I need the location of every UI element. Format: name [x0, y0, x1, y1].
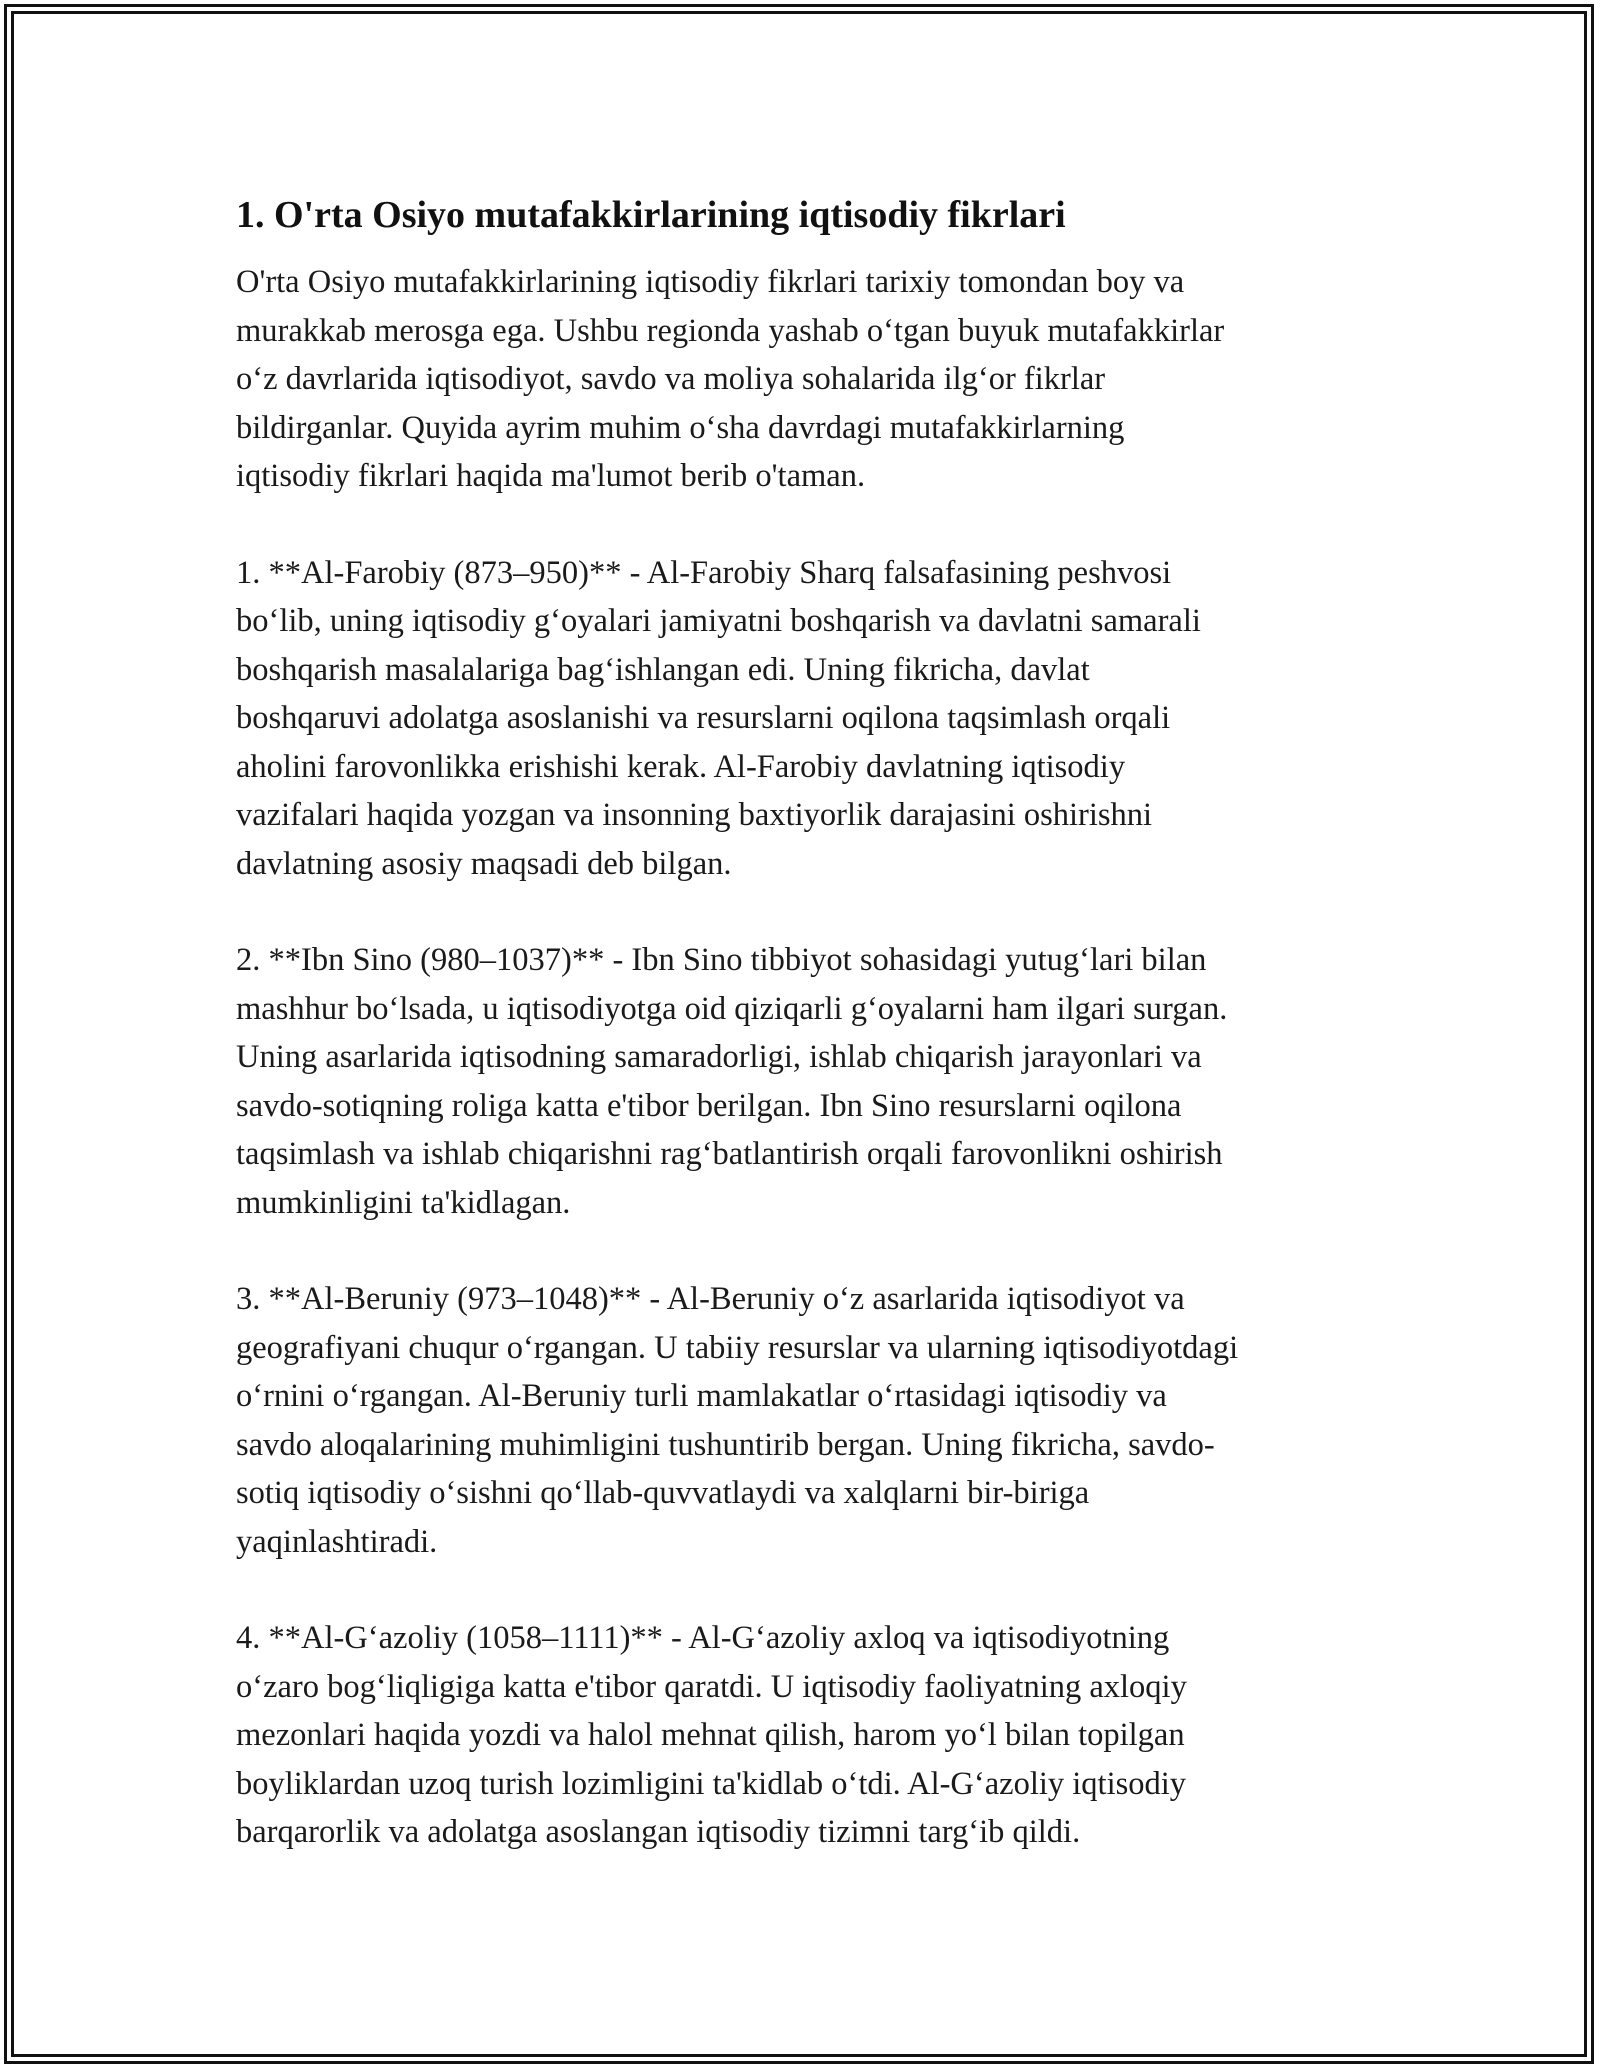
list-item-al-farobiy — [236, 549, 1376, 889]
text-line: vazifalari haqida yozgan va insonning baxtiyorlik darajasini oshirishni — [236, 797, 1153, 833]
document-body — [236, 190, 1376, 1905]
text-line: savdo-sotiqning roliga katta e'tibor berilgan. Ibn Sino resurslarni oqilona — [236, 1087, 1182, 1124]
text-line: barqarorlik va adolatga asoslangan iqtisodiy tizimni targ‘ib qildi. — [236, 1814, 1081, 1850]
text-line: O'rta Osiyo mutafakkirlarining iqtisodiy fikrlari tarixiy tomondan boy va — [236, 264, 1185, 300]
list-item-al-gazoliy — [236, 1614, 1376, 1857]
text-line: savdo aloqalarining muhimligini tushuntirib bergan. Uning fikricha, savdo- — [236, 1426, 1215, 1463]
text-line: 3. **Al-Beruniy (973–1048)** - Al-Beruniy o‘z asarlarida iqtisodiyot va — [236, 1281, 1185, 1317]
text-line: taqsimlash va ishlab chiqarishni rag‘batlantirish orqali farovonlikni oshirish — [236, 1136, 1223, 1172]
text-line: mumkinligini ta'kidlagan. — [236, 1184, 571, 1221]
text-line: 4. **Al-G‘azoliy (1058–1111)** - Al-G‘azoliy axloq va iqtisodiyotning — [236, 1620, 1170, 1656]
section-heading: 1. O'rta Osiyo mutafakkirlarining iqtisodiy fikrlari — [236, 194, 1066, 236]
list-item-ibn-sino — [236, 936, 1376, 1227]
text-line: o‘zaro bog‘liqligiga katta e'tibor qaratdi. U iqtisodiy faoliyatning axloqiy — [236, 1668, 1187, 1705]
text-line: Uning asarlarida iqtisodning samaradorligi, ishlab chiqarish jarayonlari va — [236, 1039, 1202, 1075]
text-line: mashhur bo‘lsada, u iqtisodiyotga oid qiziqarli g‘oyalarni ham ilgari surgan. — [236, 990, 1228, 1027]
text-line: iqtisodiy fikrlari haqida ma'lumot berib o'taman. — [236, 458, 866, 494]
text-line: o‘rnini o‘rgangan. Al-Beruniy turli mamlakatlar o‘rtasidagi iqtisodiy va — [236, 1378, 1167, 1414]
text-line: murakkab merosga ega. Ushbu regionda yashab o‘tgan buyuk mutafakkirlar — [236, 312, 1225, 349]
text-line: o‘z davrlarida iqtisodiyot, savdo va moliya sohalarida ilg‘or fikrlar — [236, 361, 1106, 397]
text-line: boshqarish masalalariga bag‘ishlangan edi. Uning fikricha, davlat — [236, 651, 1090, 688]
intro-paragraph — [236, 258, 1376, 501]
text-line: sotiq iqtisodiy o‘sishni qo‘llab-quvvatlaydi va xalqlarni bir-biriga — [236, 1475, 1090, 1511]
text-line: davlatning asosiy maqsadi deb bilgan. — [236, 845, 732, 882]
list-item-al-beruniy — [236, 1275, 1376, 1566]
text-line: boshqaruvi adolatga asoslanishi va resurslarni oqilona taqsimlash orqali — [236, 700, 1171, 736]
text-line: 2. **Ibn Sino (980–1037)** - Ibn Sino tibbiyot sohasidagi yutug‘lari bilan — [236, 942, 1207, 978]
text-line: yaqinlashtiradi. — [236, 1523, 438, 1560]
text-line: geografiyani chuqur o‘rgangan. U tabiiy resurslar va ularning iqtisodiyotdagi — [236, 1329, 1239, 1366]
text-line: mezonlari haqida yozdi va halol mehnat qilish, harom yo‘l bilan topilgan — [236, 1717, 1185, 1753]
text-line: 1. **Al-Farobiy (873–950)** - Al-Farobiy Sharq falsafasining peshvosi — [236, 554, 1172, 591]
text-line: aholini farovonlikka erishishi kerak. Al-Farobiy davlatning iqtisodiy — [236, 748, 1126, 785]
text-line: bo‘lib, uning iqtisodiy g‘oyalari jamiyatni boshqarish va davlatni samarali — [236, 603, 1201, 639]
text-line: boyliklardan uzoq turish lozimligini ta'kidlab o‘tdi. Al-G‘azoliy iqtisodiy — [236, 1765, 1187, 1802]
text-line: bildirganlar. Quyida ayrim muhim o‘sha davrdagi mutafakkirlarning — [236, 409, 1125, 446]
